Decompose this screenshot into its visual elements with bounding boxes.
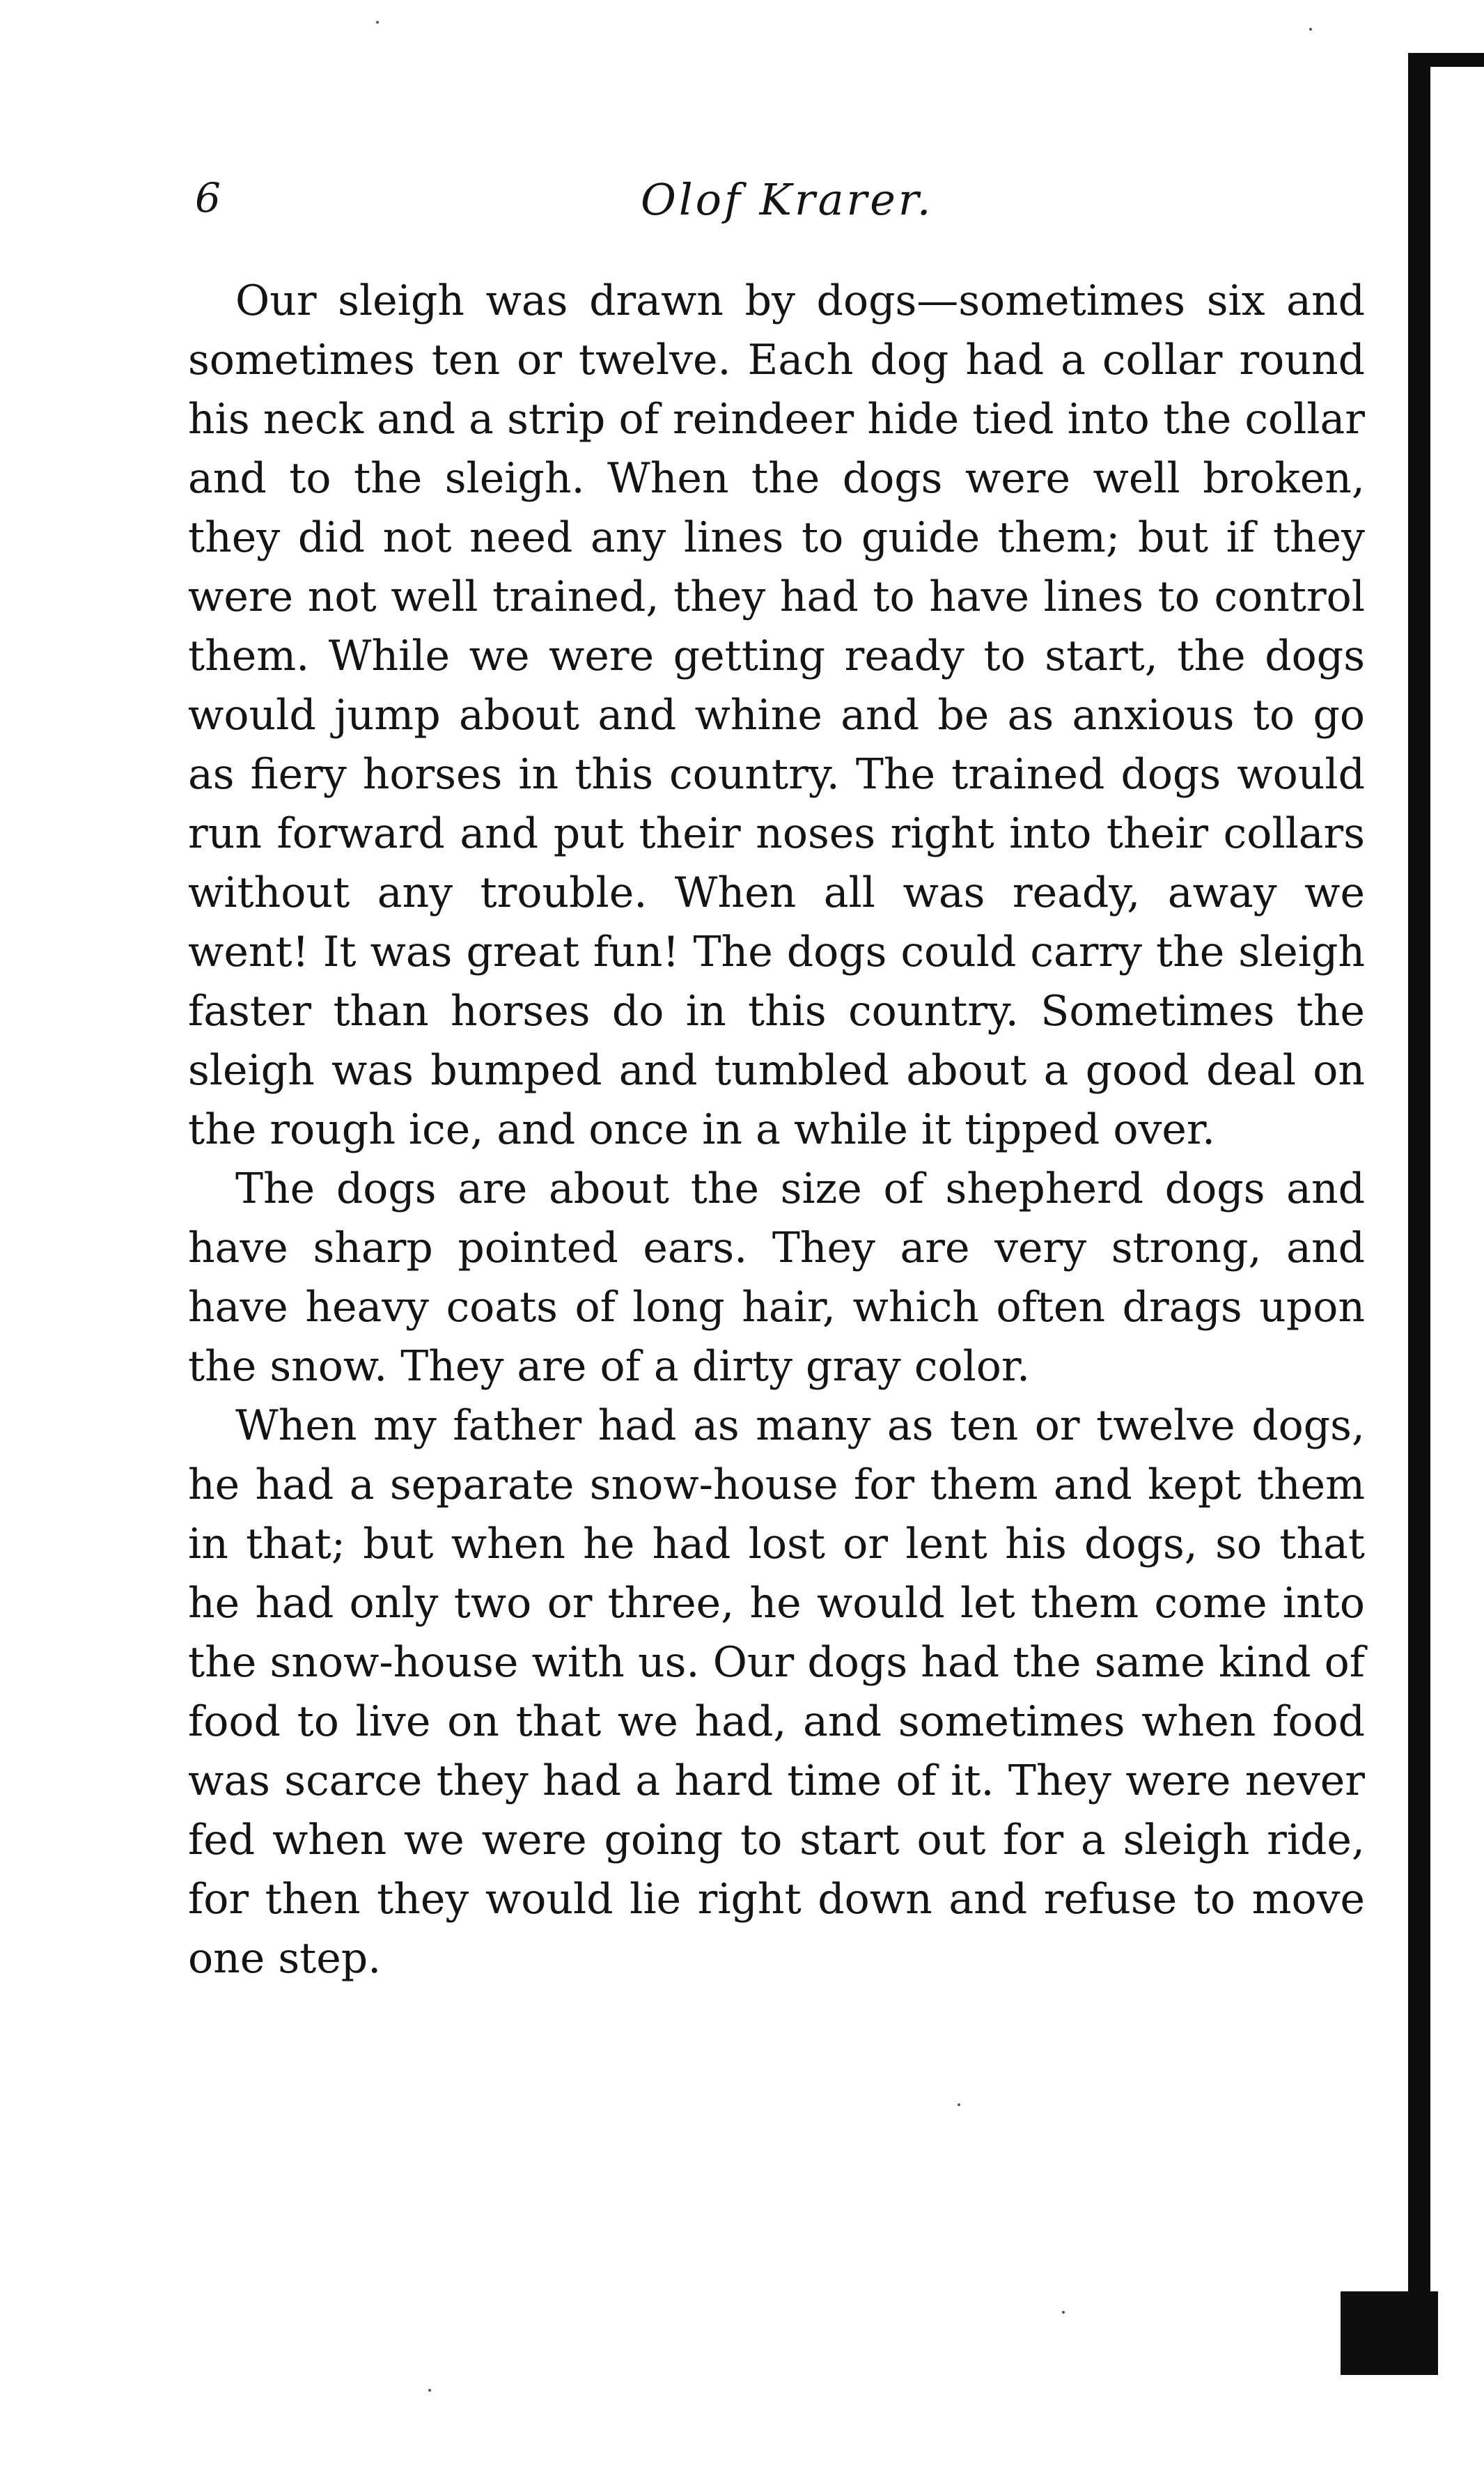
scan-speck bbox=[1309, 28, 1312, 31]
scan-speck bbox=[428, 2389, 431, 2392]
paragraph-1: Our sleigh was drawn by dogs—sometimes six and sometimes ten or twelve. Each dog had a collar round his neck and a strip of reindeer hide tied into the collar and to the sleigh. When the dogs were well broken, they did not need any lines to guide them; but if they were not well trained, they had to have lines to control them. While we were getting ready to start, the dogs would jump about and whine and be as anxious to go as fiery horses in this country. The trained dogs would run forward and put their noses right into their collars without any trouble. When all was ready, away we went! It was great fun! The dogs could carry the sleigh faster than horses do in this country. Sometimes the sleigh was bumped and tumbled about a good deal on the rough ice, and once in a while it tipped over. bbox=[188, 276, 1365, 1154]
page-number: 6 bbox=[195, 174, 221, 221]
paragraph-2: The dogs are about the size of shepherd dogs and have sharp pointed ears. They are very strong, and have heavy coats of long hair, which often drags upon the snow. They are of a dirty gray color. bbox=[188, 1164, 1365, 1391]
body-text bbox=[188, 272, 1365, 1988]
scan-speck bbox=[1062, 2311, 1065, 2314]
scan-speck bbox=[958, 2103, 960, 2106]
scan-speck bbox=[376, 21, 379, 24]
page-edge-shadow bbox=[1408, 56, 1430, 2326]
running-head: Olof Krarer. bbox=[641, 174, 934, 225]
page-header bbox=[195, 174, 1365, 237]
paragraph-3: When my father had as many as ten or twelve dogs, he had a separate snow-house for them and kept them in that; but when he had lost or lent his dogs, so that he had only two or three, he would let them come into the snow-house with us. Our dogs had the same kind of food to live on that we had, and sometimes when food was scarce they had a hard time of it. They were never fed when we were going to start out for a sleigh ride, for then they would lie right down and refuse to move one step. bbox=[188, 1401, 1365, 1983]
page-edge-foot bbox=[1341, 2291, 1438, 2375]
